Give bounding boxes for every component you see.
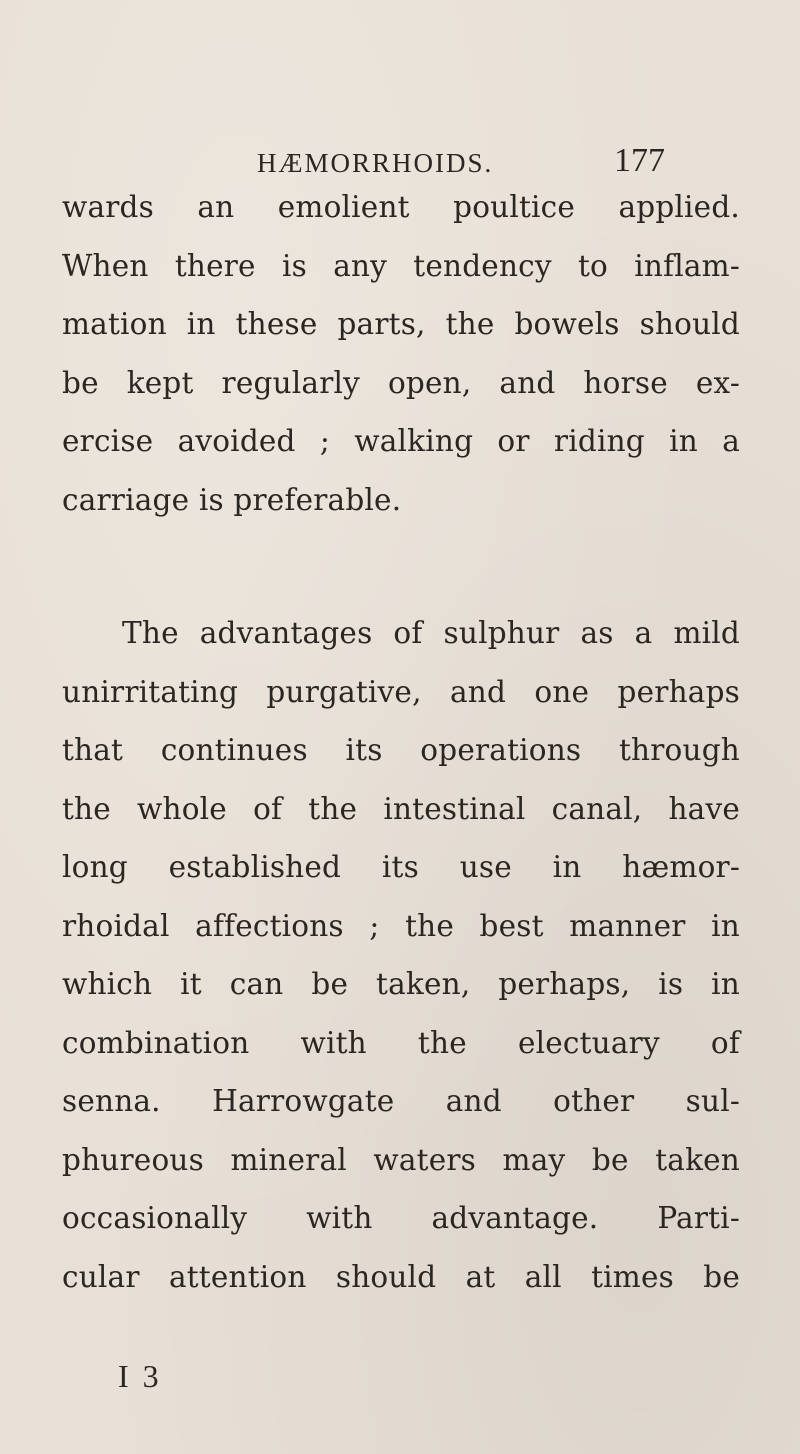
text-line: rhoidal affections ; the best manner in <box>62 908 740 943</box>
text-line: occasionally with advantage. Parti- <box>62 1201 740 1235</box>
text-line: be kept regularly open, and horse ex- <box>62 365 740 400</box>
text-line: ercise avoided ; walking or riding in a <box>62 424 740 458</box>
text-line: the whole of the intestinal canal, have <box>62 791 740 826</box>
text-line: that continues its operations through <box>62 733 740 767</box>
text-line: which it can be taken, perhaps, is in <box>62 967 740 1001</box>
text-line: When there is any tendency to inflam- <box>62 248 740 283</box>
text-line: long established its use in hæmor- <box>62 850 740 884</box>
paragraph-2 <box>62 604 740 1306</box>
text-line: carriage is preferable. <box>62 482 402 517</box>
signature-mark: I 3 <box>118 1358 162 1394</box>
paragraph-1 <box>62 178 740 529</box>
text-line: cular attention should at all times be <box>62 1259 740 1294</box>
running-head: HÆMORRHOIDS. <box>257 148 494 178</box>
text-line: phureous mineral waters may be taken <box>62 1142 740 1177</box>
text-line: mation in these parts, the bowels should <box>62 307 740 341</box>
text-line: senna. Harrowgate and other sul- <box>62 1084 740 1118</box>
text-line: unirritating purgative, and one perhaps <box>62 674 740 709</box>
page-number: 177 <box>614 142 665 179</box>
text-line: wards an emolient poultice applied. <box>62 190 740 224</box>
text-line: combination with the electuary of <box>62 1025 740 1060</box>
text-line: The advantages of sulphur as a mild <box>122 616 740 650</box>
